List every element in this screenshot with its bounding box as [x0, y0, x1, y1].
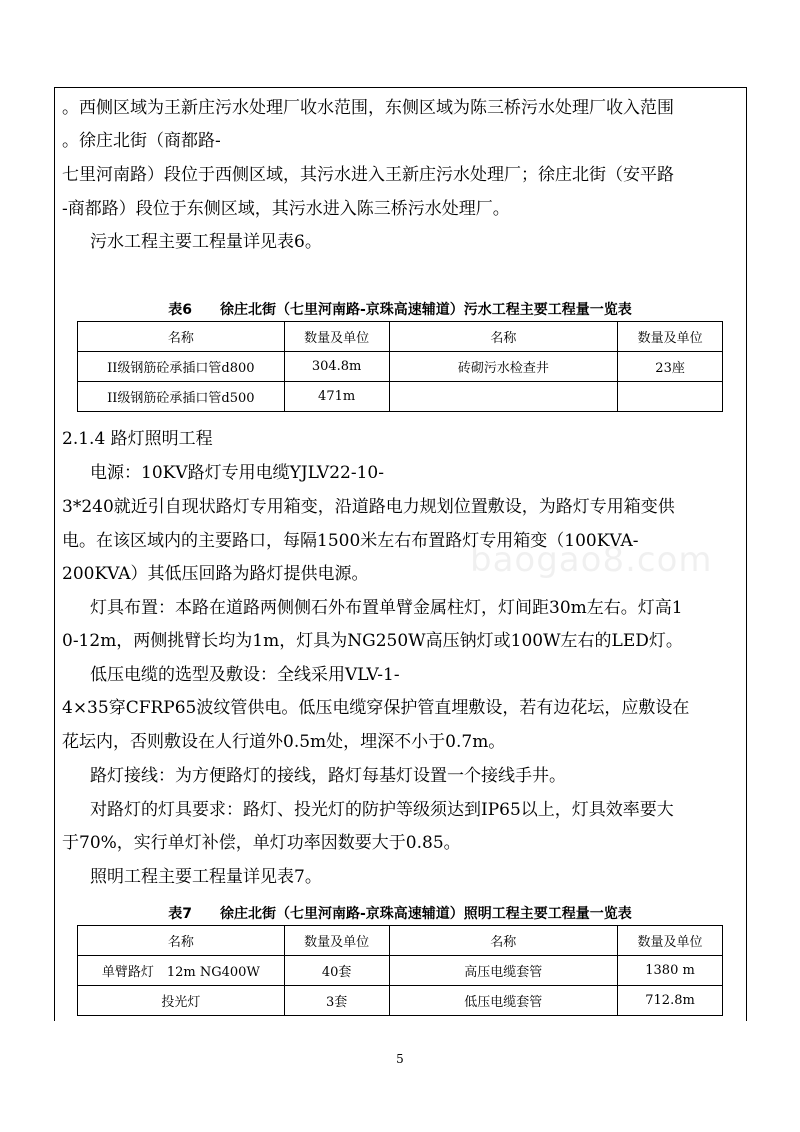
table-cell: 40套 — [284, 956, 389, 986]
table-cell: 投光灯 — [78, 986, 285, 1016]
table-header-cell: 名称 — [389, 926, 618, 956]
paragraph-line: 。徐庄北街（商都路- — [62, 131, 221, 151]
page-number: 5 — [396, 1052, 404, 1066]
section-line: 低压电缆的选型及敷设：全线采用VLV-1- — [90, 665, 400, 685]
paragraph-line: 。西侧区域为王新庄污水处理厂收水范围，东侧区域为陈三桥污水处理厂收入范围 — [62, 98, 674, 118]
table-cell: 高压电缆套管 — [389, 956, 618, 986]
table-cell: 23座 — [618, 352, 723, 382]
section-line: 路灯接线：为方便路灯的接线，路灯每基灯设置一个接线手井。 — [90, 766, 566, 786]
table-cell: 单臂路灯 12m NG400W — [78, 956, 285, 986]
table-cell: 712.8m — [618, 986, 723, 1016]
table-header-cell: 名称 — [78, 322, 285, 352]
section-line: 照明工程主要工程量详见表7。 — [90, 867, 322, 887]
table-cell: 471m — [284, 382, 389, 412]
table7 — [77, 925, 723, 1016]
table-cell — [618, 382, 723, 412]
table-header-cell: 数量及单位 — [284, 322, 389, 352]
table6-caption: 表6 徐庄北街（七里河南路-京珠高速辅道）污水工程主要工程量一览表 — [168, 302, 632, 318]
section-line: 花坛内，否则敷设在人行道外0.5m处，埋深不小于0.7m。 — [62, 732, 506, 752]
table-cell: 1380 m — [618, 956, 723, 986]
table-cell: 3套 — [284, 986, 389, 1016]
table-row — [78, 986, 723, 1016]
table-header-cell: 数量及单位 — [284, 926, 389, 956]
section-line: 灯具布置：本路在道路两侧侧石外布置单臂金属柱灯，灯间距30m左右。灯高1 — [90, 598, 683, 618]
section-line: 于70%，实行单灯补偿，单灯功率因数要大于0.85。 — [62, 833, 461, 853]
table-cell: 砖砌污水检查井 — [389, 352, 618, 382]
table6 — [77, 321, 723, 412]
section-line: 0-12m，两侧挑臂长均为1m，灯具为NG250W高压钠灯或100W左右的LED灯。 — [62, 631, 683, 651]
table-row — [78, 352, 723, 382]
table-header-row — [78, 926, 723, 956]
table7-caption: 表7 徐庄北街（七里河南路-京珠高速辅道）照明工程主要工程量一览表 — [168, 906, 632, 922]
table-row — [78, 382, 723, 412]
paragraph-line: 污水工程主要工程量详见表6。 — [90, 232, 322, 252]
table-cell: 304.8m — [284, 352, 389, 382]
section-heading: 2.1.4 路灯照明工程 — [62, 429, 213, 449]
table-cell: 低压电缆套管 — [389, 986, 618, 1016]
section-line: 3*240就近引自现状路灯专用箱变，沿道路电力规划位置敷设，为路灯专用箱变供 — [62, 497, 675, 517]
section-line: 200KVA）其低压回路为路灯提供电源。 — [62, 564, 369, 584]
section-line: 电源：10KV路灯专用电缆YJLV22-10- — [90, 463, 384, 483]
section-line: 4×35穿CFRP65波纹管供电。低压电缆穿保护管直埋敷设，若有边花坛，应敷设在 — [62, 698, 690, 718]
table-cell: II级钢筋砼承插口管d500 — [78, 382, 285, 412]
table-header-cell: 数量及单位 — [618, 926, 723, 956]
table-header-row — [78, 322, 723, 352]
table-cell — [389, 382, 618, 412]
paragraph-line: -商都路）段位于东侧区域，其污水进入陈三桥污水处理厂。 — [62, 199, 510, 219]
watermark: baogao8.com — [470, 540, 713, 580]
table-header-cell: 名称 — [389, 322, 618, 352]
paragraph-line: 七里河南路）段位于西侧区域，其污水进入王新庄污水处理厂；徐庄北街（安平路 — [62, 165, 674, 185]
table-header-cell: 数量及单位 — [618, 322, 723, 352]
table-cell: II级钢筋砼承插口管d800 — [78, 352, 285, 382]
table-header-cell: 名称 — [78, 926, 285, 956]
section-line: 对路灯的灯具要求：路灯、投光灯的防护等级须达到IP65以上，灯具效率要大 — [90, 800, 674, 820]
section-line: 电。在该区域内的主要路口，每隔1500米左右布置路灯专用箱变（100KVA- — [62, 531, 639, 551]
table-row — [78, 956, 723, 986]
